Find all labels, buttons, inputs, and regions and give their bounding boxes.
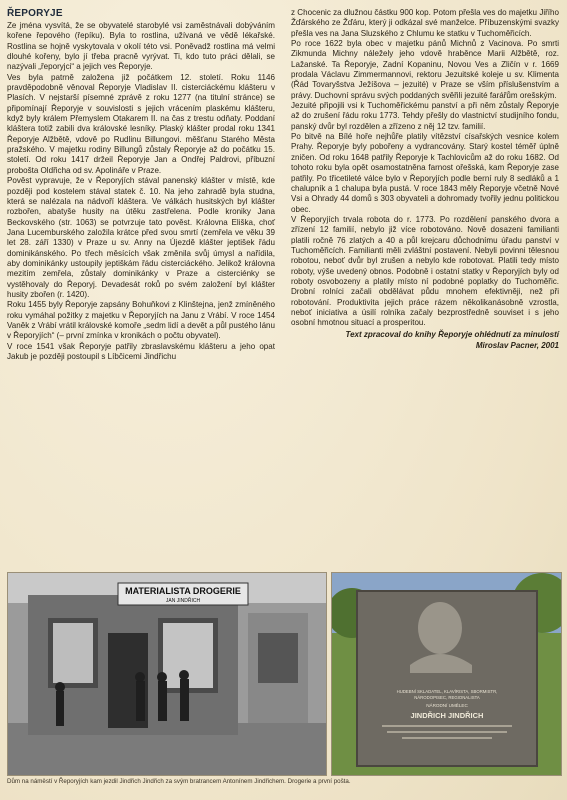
paragraph: Pověst vypravuje, že v Řeporyjích stával panenský klášter v místě, kde později pod kostelem stával statek č. 10. Na jeho zahradě byla studna, která se nalézala na nádvoří kláštera. Ve válkách husitských byl klášter rozbořen, abatyše husity na útěku zastřelena. Podle kroniky Jana Beckovského (str. 1063) se potvrzuje tato pověst. Královna Eliška, choť Jana Lucemburského založila krátce před svou smrtí (zemřela ve věku 39 let 28. září 1330) v Praze u sv. Anny na Újezdě klášter jeptišek řádu dominikánského. Po třech měsících však změnila svůj úmysl a nařídila, aby dominikánky ustoupily jeptiškám řádu cisterciáckého. Jelikož královna mezitím zemřela, zůstaly dominikánky v Praze a cisterciénky se vystěhovaly do Řeporyj. Devadesát roků po svém založení byl klášter husity zbořen (r. 1420). [7,176,275,299]
plaque-line-2: NÁRODOPISEC, REGIONALISTA [414,695,480,700]
shop-sign: MATERIALISTA DROGERIE [125,586,241,596]
credit-author: Miroslav Pacner, 2001 [475,340,559,350]
plaque-illustration [332,573,561,775]
credit-line: Text zpracoval do knihy Řeporyje ohlédnutí za minulostí [345,329,559,339]
drugstore-illustration [8,573,326,775]
right-column [291,8,559,351]
paragraph: z Chocenic za dlužnou částku 900 kop. Potom přešla ves do majetku Jiřího Žďárského ze Žďáru, který ji odkázal své manželce. Příbuzenskými svazky přešla ves na Jana Sluzského z Chlumu ke statku v Tuchoměřicích. [291,8,559,38]
paragraph: Jezuité připojili vsi k Tuchoměřickému panství a při něm zůstaly Řeporyje až do zrušení řádu roku 1773. Tehdy přešly do vlastnictví studijního fondu, panský dvůr byl rozdělen a zřízeno z něj 12 tzv. familií. [291,101,559,131]
paragraph: Po bitvě na Bílé hoře nejhůře platily vítězství císařských vesnice kolem Prahy. Řeporyje byly pobořeny a vydrancovány. Starý kostel téměř úplně zničen. Od roku 1648 patřily Řeporyje k Tachlovicům až do roku 1682. Od tohoto roku byla opět osamostatněna farnost ořešská, kam Řeporyje zase patřily. Po třicetileté válce bylo v Řeporyjích podle berní ruly 8 sedláků a 1 chalupník a 1 chalupa byla pustá. V roce 1843 měly Řeporyje včetně Nové Vsi a Ohrady 44 domů s 303 obyvateli a dohromady tvořily jednu politickou obec. [291,132,559,214]
plaque-line-1: HUDEBNÍ SKLADATEL, KLAVÍRISTA, SBORMISTR, [396,689,498,694]
plaque-name: JINDŘICH JINDŘICH [410,711,484,720]
paragraph: V roce 1541 však Řeporyje patřily zbraslavskému klášteru a jeho opat Jakub je později postoupil s Líbčicemi Jindřichu [7,341,275,361]
paragraph: V Řeporyjích trvala robota do r. 1773. Po rozdělení panského dvora a zřízení 12 familií, nebylo již více robotováno. Nově dosazeni familianti platili ročně 76 zlatých a 40 a půl krejcaru důchodnímu úřadu panství v Tuchoměřicích. Familianti měli zvláštní postavení. Nebyli povinni tělesnou robotou, neboť dvůr byl zrušen a nebylo kde robotovat. Platili tedy místo roboty, výše uvedený obnos. Podobně i ostatní statky v Řeporyjích byly od roboty osvobozeny a platily místo ní podobné poplatky do Tuchoměřic. Drobní rolníci začali obdělávat půdu mnohem efektivněji, než při robotování. Produktivita jejich práce rázem několikanásobně vzrostla, neboť iniciativa a úsilí rolníka začaly bezprostředně souviset i s jeho osobní hmotnou situací a prosperitou. [291,214,559,328]
paragraph: Ves byla patrně založena již počátkem 12. století. Roku 1146 pravděpodobně věnoval Řeporyje Vladislav II. cisterciáckému klášteru v Plasích. V nejstarší písemné zprávě z roku 1277 (na titulní stránce) se připomínají Řeporyje v souvislosti s jejich vrácením plaskému klášteru, když byly králem Přemyslem Otakarem II. na čas z trestu odňaty. Poddaní kláštera totiž zabili dva královské lesníky. Plaský klášter prodal roku 1341 Řeporyje Alžbětě, vdově po Rudlinu Billungovi. měšťanu Starého Města pražského. V majetku rodiny Billungů zůstaly Řeporyje až do počátku 15. století. Od roku 1417 držeil Řeporyje Jan a Ondřej Paldrovi, příbuzní proboštа Oldřicha od sv. Apolináře v Praze. [7,72,275,175]
historic-photo-drugstore [7,572,327,776]
paragraph: Po roce 1622 byla obec v majetku pánů Michnů z Vacinova. Po smrti Zikmunda Michny náležely jeho vdově hraběnce Marii Alžbětě, roz. Lažanské. Ta Řeporyje, Zadní Kopaninu, Novou Ves a Zličín v r. 1669 prodala Václavu Zimmermannovi, rektoru Jezuitské koleje u sv. Klimenta (Řád Tovaryšstva Ježíšova – jezuité) v Praze se vším příslušenstvím a právy. Duchovní správu svých poddaných svěřili jezuité farářům orešským. [291,39,559,100]
article-title: ŘEPORYJE [7,8,63,19]
paragraph: Roku 1455 byly Řeporyje zapsány Bohuňkovi z Klinštejna, jenž zmíněného roku vymáhal požitky z majetku v Řeporyjích na Janu z Vrábí. V roce 1454 Vaněk z Vrábí vrátil královské komoře „sedm lidí a devět a půl pustého lánu v Řeporyjích“ (– první zmínka v kronikách o počtu obyvatel). [7,300,275,341]
left-column [7,8,275,362]
paragraph: Ze jména vysvítá, že se obyvatelé starobylé vsi zaměstnávali dobýváním kořene řepového (řepíku). Byla to rostlina, užívaná ve vědě lékařské. Rostlina se hojně vyskytovala v okolí této vsi. Poněvadž rostlina má velmi dlouhé kořeny, bylo jí třeba pracně vyrývat. Ti, kdo tuto práci dělali, se nazývali „řeporyjci“ a jejich ves Řeporyje. [7,21,275,72]
plaque-line-3: NÁRODNÍ UMĚLEC [426,703,468,708]
shop-sign-sub: JAN JINDŘICH [165,598,201,604]
memorial-plaque-photo [331,572,562,776]
photo-caption: Dům na náměstí v Řeporyjích kam jezdil Jindřich Jindřich za svým bratrancem Antonínem Jindřichem. Drogerie a první pošta. [7,778,351,785]
